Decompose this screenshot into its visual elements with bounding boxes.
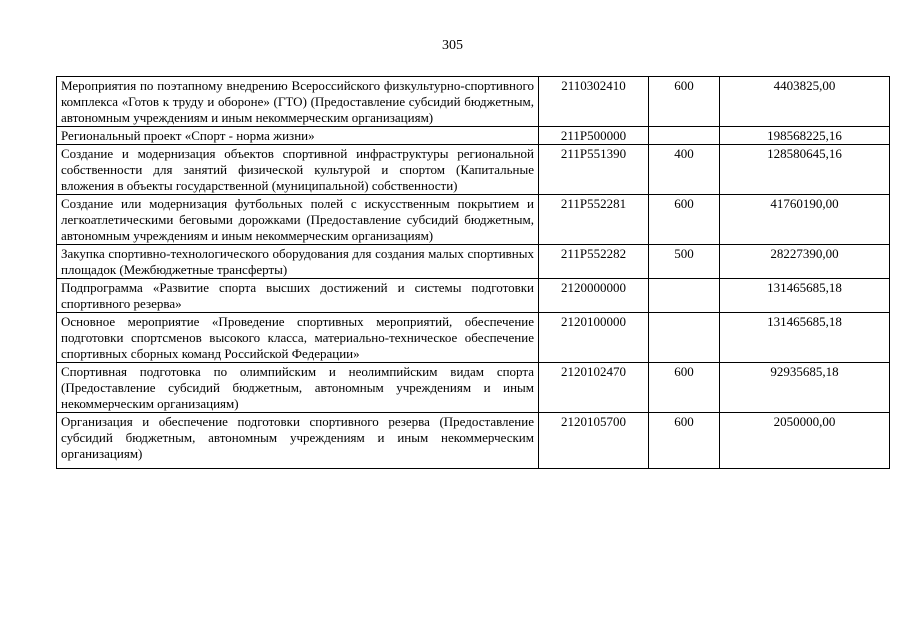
page-number: 305 (442, 38, 463, 53)
row-type-cell (649, 279, 720, 313)
row-sum-cell: 198568225,16 (720, 127, 890, 145)
row-sum-cell: 2050000,00 (720, 413, 890, 469)
table-row (57, 77, 890, 127)
row-name-cell: Создание или модернизация футбольных полей с искусственным покрытием и легкоатлетическими беговыми дорожками (Предоставление субсидий бюджетным, автономным учреждениям и иным некоммерческим организациям) (57, 195, 539, 245)
row-code-cell: 2120000000 (539, 279, 649, 313)
table-row (57, 413, 890, 469)
row-sum-cell: 131465685,18 (720, 279, 890, 313)
row-code-cell: 211P551390 (539, 145, 649, 195)
row-type-cell (649, 127, 720, 145)
row-sum-cell: 131465685,18 (720, 313, 890, 363)
row-code-cell: 211P552281 (539, 195, 649, 245)
table-row (57, 145, 890, 195)
row-sum-cell: 28227390,00 (720, 245, 890, 279)
row-code-cell: 2110302410 (539, 77, 649, 127)
table-row (57, 127, 890, 145)
table-row (57, 245, 890, 279)
budget-table (56, 76, 890, 469)
table-row (57, 279, 890, 313)
row-sum-cell: 41760190,00 (720, 195, 890, 245)
row-name-cell: Создание и модернизация объектов спортивной инфраструктуры региональной собственности для занятий физической культурой и спортом (Капитальные вложения в объекты государственной (муниципальной) собственности) (57, 145, 539, 195)
row-type-cell: 600 (649, 413, 720, 469)
table-row (57, 363, 890, 413)
table-row (57, 195, 890, 245)
row-type-cell: 500 (649, 245, 720, 279)
row-type-cell: 400 (649, 145, 720, 195)
row-type-cell: 600 (649, 363, 720, 413)
row-name-cell: Основное мероприятие «Проведение спортивных мероприятий, обеспечение подготовки спортсменов высокого класса, материально-техническое обеспечение спортивных сборных команд Российской Федерации» (57, 313, 539, 363)
row-code-cell: 2120102470 (539, 363, 649, 413)
row-sum-cell: 4403825,00 (720, 77, 890, 127)
row-code-cell: 211P552282 (539, 245, 649, 279)
row-name-cell: Региональный проект «Спорт - норма жизни» (57, 127, 539, 145)
row-name-cell: Подпрограмма «Развитие спорта высших достижений и системы подготовки спортивного резерва» (57, 279, 539, 313)
row-type-cell: 600 (649, 195, 720, 245)
row-name-cell: Закупка спортивно-технологического оборудования для создания малых спортивных площадок (Межбюджетные трансферты) (57, 245, 539, 279)
row-sum-cell: 92935685,18 (720, 363, 890, 413)
row-type-cell (649, 313, 720, 363)
row-code-cell: 2120105700 (539, 413, 649, 469)
row-name-cell: Мероприятия по поэтапному внедрению Всероссийского физкультурно-спортивного комплекса «Готов к труду и обороне» (ГТО) (Предоставление субсидий бюджетным, автономным учреждениям и иным некоммерческим организациям) (57, 77, 539, 127)
table-row (57, 313, 890, 363)
row-name-cell: Спортивная подготовка по олимпийским и неолимпийским видам спорта (Предоставление субсидий бюджетным, автономным учреждениям и иным некоммерческим организациям) (57, 363, 539, 413)
row-name-cell: Организация и обеспечение подготовки спортивного резерва (Предоставление субсидий бюджетным, автономным учреждениям и иным некоммерческим организациям) (57, 413, 539, 469)
row-type-cell: 600 (649, 77, 720, 127)
row-code-cell: 211P500000 (539, 127, 649, 145)
row-sum-cell: 128580645,16 (720, 145, 890, 195)
row-code-cell: 2120100000 (539, 313, 649, 363)
